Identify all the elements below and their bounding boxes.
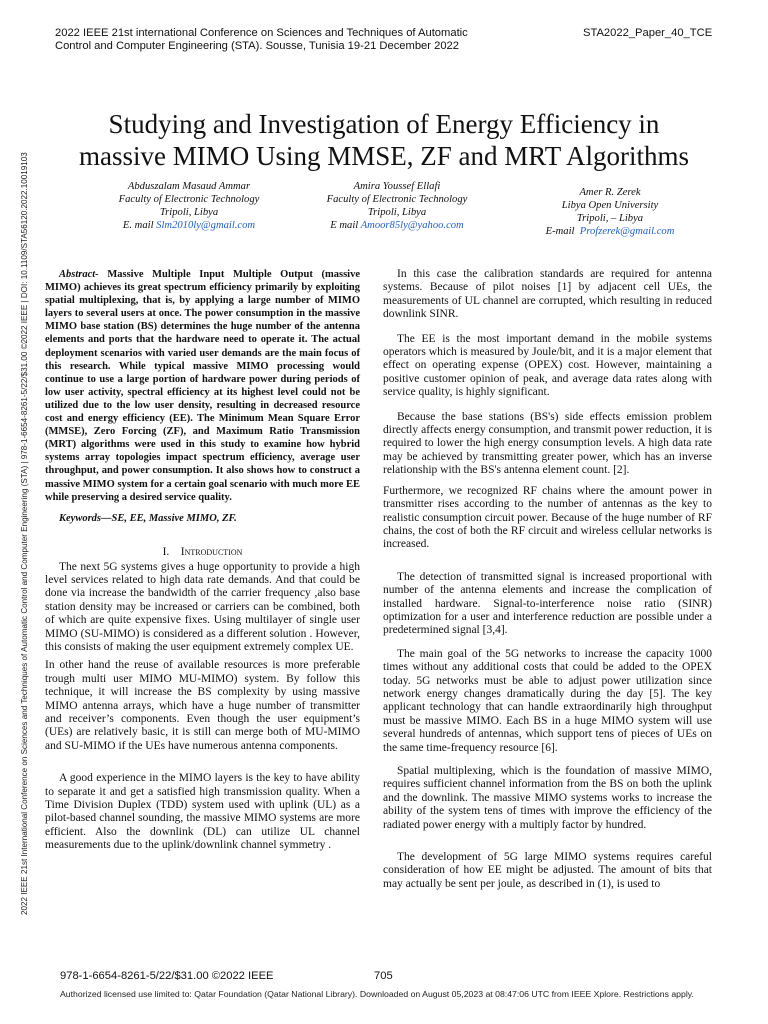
author-name: Amer R. Zerek [579, 187, 641, 198]
email-label: E-mail [545, 226, 575, 237]
paragraph: Because the base stations (BS's) side effects emission problem directly affects energy consumption, and transmit power reduction, it is required to lower the high energy consumption levels. A high data rate may be achieved by transmitting greater power, which has an inverse relationship with the BS's antenna element count. [2]. [383, 410, 712, 477]
keywords-label: Keywords— [59, 512, 112, 524]
paragraph: A good experience in the MIMO layers is the key to have ability to separate it and get a satisfied high transmission quality. When a Time Division Duplex (TDD) system used with uplink (UL) as a pilot-based channel sounding, the massive MIMO systems are more efficient. Also the downlink (DL) can utilize UL channel measurements due to the uplink/downlink channel symmetry . [45, 772, 360, 852]
paragraph: In other hand the reuse of available resources is more preferable trough multi user MIMO MU-MIMO) system. By follow this technique, it will increase the BS complexity by using massive MIMO antenna arrays, which have a huge number of transmitter and receiver’s components. Even though the user equipment’s (UEs) are relatively basic, it is still can merge both of MU-MIMO and SU-MIMO if the UEs have numerous antenna components. [45, 659, 360, 752]
doi-sidebar [12, 60, 28, 915]
left-column [45, 268, 360, 853]
conference-line-2: Control and Computer Engineering (STA). Sousse, Tunisia 19-21 December 2022 [55, 40, 459, 53]
paragraph: In this case the calibration standards are required for antenna systems. Because of pilot noises [1] by adjacent cell UEs, the measurements of UL channel are corrupted, which resulting in reduced downlink SINR. [383, 268, 712, 321]
section-title: Introduction [180, 546, 243, 559]
author-affiliation: Faculty of Electronic Technology [118, 194, 260, 205]
section-number: I. [162, 546, 170, 559]
email-label: E. mail [122, 220, 154, 231]
author-block-3 [510, 186, 710, 238]
title-line-1: Studying and Investigation of Energy Efficiency in [108, 109, 660, 139]
page-number: 705 [374, 970, 393, 982]
paragraph: The detection of transmitted signal is increased proportional with number of the antenna elements and increase the complication of installed hardware. Signal-to-interference noise ratio (SINR) optimization for a user and interference reduction are possible under a predetermined signal [3,4]. [383, 570, 712, 637]
author-affiliation: Faculty of Electronic Technology [326, 194, 468, 205]
author-city: Tripoli, Libya [367, 207, 427, 218]
isbn-copyright: 978-1-6654-8261-5/22/$31.00 ©2022 IEEE [60, 970, 274, 982]
author-block-2 [308, 180, 486, 232]
paper-title [48, 108, 720, 172]
author-block-1 [100, 180, 278, 232]
author-name: Abduszalam Masaud Ammar [127, 181, 251, 192]
license-notice: Authorized licensed use limited to: Qatar Foundation (Qatar National Library). Downloaded on August 05,2023 at 08:47:06 UTC from IEEE Xplore. Restrictions apply. [60, 989, 694, 999]
author-city: Tripoli, – Libya [576, 213, 644, 224]
author-city: Tripoli, Libya [159, 207, 219, 218]
author-affiliation: Libya Open University [561, 200, 659, 211]
paragraph: The development of 5G large MIMO systems requires careful consideration of how EE might be adjusted. The amount of bits that may actually be sent per joule, as described in (1), is used to [383, 851, 712, 890]
author-email-link[interactable]: Amoor85ly@yahoo.com [360, 220, 464, 231]
title-line-2: massive MIMO Using MMSE, ZF and MRT Algorithms [79, 141, 689, 171]
right-column [383, 268, 712, 891]
abstract-text: Massive Multiple Input Multiple Output (massive MIMO) achieves its great spectrum efficiency primarily by exploiting spatial multiplexing, that is, by applying a large number of MIMO layers to several users at once. The power consumption in the massive MIMO base station (BS) determines the huge number of the antenna elements and ports that the hardware need to operate it. The actual deployment scenarios with varied user demands are the main focus of this research. While typical massive MIMO processing would continue to use a large portion of hardware power during periods of low user activity, spectral efficiency at its highest level could not be utilized due to the low user density, resulting in decreased resource cost and energy efficiency (EE). The Minimum Mean Square Error (MMSE), Zero Forcing (ZF), and Maximum Ratio Transmission (MRT) algorithms were used in this study to examine how hybrid systems array topologies impact spectrum efficiency, average user throughput, and power consumption. It also shows how to construct a massive MIMO system for a certain goal scenario with much more EE while preserving a desired service quality. [45, 269, 360, 503]
paragraph: Furthermore, we recognized RF chains where the amount power in transmitter rises according to the number of antennas as the key to realistic consumption circuit power. Because of the huge number of RF chains, the cost of both the RF circuit and wireless cellular networks is increased. [383, 484, 712, 551]
author-email-link[interactable]: Profzerek@gmail.com [579, 226, 675, 237]
author-email-link[interactable]: Slm2010ly@gmail.com [156, 220, 256, 231]
paragraph: The main goal of the 5G networks to increase the capacity 1000 times without any additional costs that could be added to the OPEX today. 5G networks must be able to adjust power utilization since network energy changes dramatically during the day [5]. The key applicant technology that can handle extraordinarily high throughput must be massive MIMO. Each BS in a huge MIMO system will use several hundreds of antennas, which support tens of pieces of UEs on the same time-frequency resource [6]. [383, 647, 712, 754]
email-label: E mail [330, 220, 359, 231]
paragraph: Spatial multiplexing, which is the foundation of massive MIMO, requires sufficient channel information from the BS on both the uplink and the downlink. The massive MIMO systems works to increase the ability of the system tens of times with improve the efficiency of the radiated power energy with a multiply factor by hundred. [383, 765, 712, 831]
paragraph: The next 5G systems gives a huge opportunity to provide a high level services related to high data rate demands. And that could be done via increase the bandwidth of the carrier frequency ,also base station density may be increased or carriers can be combined, both of which are quite expensive fixes. Using multilayer of single user MIMO (SU-MIMO) is considered as a different solution . However, this consists of making the user equipment extremely complex UE. [45, 560, 360, 653]
keywords [45, 512, 360, 525]
abstract [45, 268, 360, 504]
abstract-label: Abstract- [59, 269, 99, 280]
doi-sidebar-text: 2022 IEEE 21st International Conference on Sciences and Techniques of Automatic Control and Computer Engineering (STA) | 978-1-6654-8261-5/22/$31.00 ©2022 IEEE | DOI: 10.1109/STA56120.2022.10019103 [20, 152, 29, 915]
paper-id: STA2022_Paper_40_TCE [583, 27, 713, 39]
section-heading-introduction [45, 546, 360, 559]
keywords-text: SE, EE, Massive MIMO, ZF. [111, 512, 237, 524]
paragraph: The EE is the most important demand in the mobile systems operators which is measured by Joule/bit, and it is a major element that effect on operating expense (OPEX) cost. However, maintaining a positive customer opinion of peak, and average data rates along with service quality, is highly significant. [383, 332, 712, 399]
conference-line-1: 2022 IEEE 21st international Conference on Sciences and Techniques of Automatic [55, 27, 468, 39]
conference-header [55, 27, 468, 54]
author-name: Amira Youssef Ellafi [353, 181, 441, 192]
